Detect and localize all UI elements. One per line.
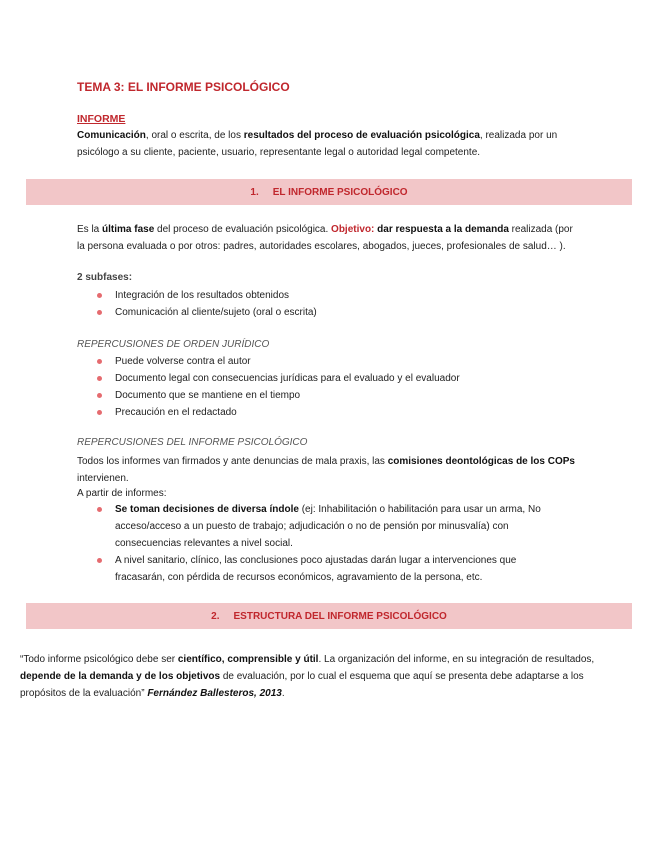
juridico-heading: REPERCUSIONES DE ORDEN JURÍDICO	[77, 339, 270, 350]
intro-text-3: realizada (por la persona evaluada o por otros: padres, autoridades escolares, abogados, jueces, profesionales de salud… ).	[77, 224, 573, 252]
repercusiones-bold: comisiones deontológicas de los COPs	[387, 456, 575, 467]
bullet-icon	[97, 310, 102, 315]
list-item	[97, 404, 460, 421]
bullet-icon	[97, 393, 102, 398]
quote-text-2: . La organización del informe, en su integración de resultados,	[318, 654, 595, 665]
bullet-icon	[97, 410, 102, 415]
list-item	[97, 287, 317, 304]
bullet-icon	[97, 507, 102, 512]
list-item-text: Documento legal con consecuencias jurídicas para el evaluado y el evaluador	[115, 373, 460, 384]
bullet2-text: A nivel sanitario, clínico, las conclusiones poco ajustadas darán lugar a intervenciones que fracasarán, con pérdida de recursos económicos, agravamiento de la persona, etc.	[115, 555, 517, 583]
repercusiones-paragraph	[77, 453, 577, 487]
intro-bold-2: dar respuesta a la demanda	[374, 224, 509, 235]
informe-text-1: , oral o escrita, de los	[145, 130, 244, 141]
quote-text-3: de evaluación, por lo cual el esquema que aquí se presenta debe adaptarse a los propósitos de la evaluación”	[20, 671, 584, 699]
quote-bold-1: científico, comprensible y útil	[177, 654, 319, 665]
informe-bold-2: resultados del proceso de evaluación psicológica	[243, 130, 480, 141]
list-item-text: Integración de los resultados obtenidos	[115, 290, 290, 301]
section-1-title: EL INFORME PSICOLÓGICO	[272, 186, 408, 198]
repercusiones-text-2: intervienen.	[77, 473, 129, 484]
juridico-list	[97, 353, 460, 421]
list-item	[97, 387, 460, 404]
informes-list	[97, 501, 562, 586]
intro-bold-1: última fase	[102, 224, 155, 235]
subfases-label: 2 subfases:	[77, 272, 133, 283]
informe-bold-1: Comunicación	[77, 130, 146, 141]
section-2-number: 2.	[211, 610, 220, 622]
list-item	[97, 552, 562, 586]
quote-text-4: .	[281, 688, 285, 699]
list-item-text: Puede volverse contra el autor	[115, 356, 251, 367]
informe-heading: INFORME	[77, 113, 126, 125]
intro-text-2: del proceso de evaluación psicológica.	[154, 224, 332, 235]
section-1-header	[26, 179, 632, 205]
section-1-number: 1.	[250, 186, 259, 198]
bullet-icon	[97, 359, 102, 364]
bullet1-bold: Se toman decisiones de diversa índole	[115, 504, 299, 515]
list-item	[97, 370, 460, 387]
list-item	[97, 353, 460, 370]
quote-author: Fernández Ballesteros, 2013	[147, 688, 282, 699]
list-item-text: Precaución en el redactado	[115, 407, 237, 418]
quote-text-1: “Todo informe psicológico debe ser	[20, 654, 178, 665]
subfases-list	[97, 287, 317, 321]
a-partir-label: A partir de informes:	[77, 488, 167, 499]
list-item	[97, 304, 317, 321]
repercusiones-heading: REPERCUSIONES DEL INFORME PSICOLÓGICO	[77, 437, 308, 448]
list-item-text: Documento que se mantiene en el tiempo	[115, 390, 301, 401]
repercusiones-text-1: Todos los informes van firmados y ante denuncias de mala praxis, las	[77, 456, 388, 467]
section-2-header	[26, 603, 632, 629]
informe-definition	[77, 127, 577, 161]
section-2-title: ESTRUCTURA DEL INFORME PSICOLÓGICO	[233, 610, 447, 622]
bullet-icon	[97, 293, 102, 298]
intro-text-1: Es la	[77, 224, 103, 235]
section-1-intro	[77, 221, 577, 255]
informe-text-2: , realizada por un psicólogo a su cliente, paciente, usuario, representante legal o autoridad legal competente.	[77, 130, 558, 158]
objetivo-label: Objetivo:	[331, 224, 375, 235]
quote-bold-2: depende de la demanda y de los objetivos	[20, 671, 221, 682]
page-title: TEMA 3: EL INFORME PSICOLÓGICO	[77, 80, 290, 94]
list-item	[97, 501, 562, 552]
quote-paragraph	[20, 651, 630, 702]
bullet1-text: (ej: Inhabilitación o habilitación para usar un arma, No acceso/acceso a un puesto de trabajo; adjudicación o no de pensión por minusvalía) con consecuencias relevantes a nivel social.	[115, 504, 541, 549]
list-item-text: Comunicación al cliente/sujeto (oral o escrita)	[115, 307, 317, 318]
bullet-icon	[97, 376, 102, 381]
bullet-icon	[97, 558, 102, 563]
